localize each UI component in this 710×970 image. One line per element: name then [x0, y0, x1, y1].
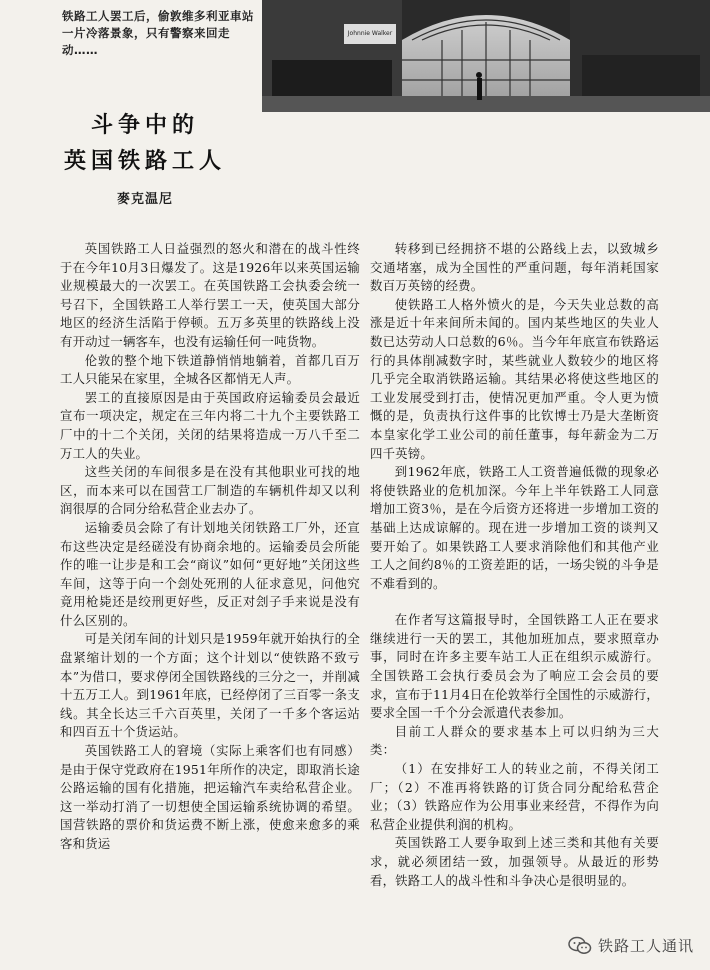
left-column: [60, 240, 360, 854]
paragraph: （1）在安排好工人的转业之前，不得关闭工厂；（2）不准再将铁路的订货合同分配给私营企业；（3）铁路应作为公用事业来经营，不得作为向私营企业提供利润的机构。: [370, 761, 659, 832]
paragraph: 这些关闭的车间很多是在没有其他职业可找的地区，而本来可以在国营工厂制造的车辆机件却又以利润很厚的合同分给私营企业去办了。: [60, 464, 360, 517]
title-line-2: 英国铁路工人: [63, 149, 226, 174]
paragraph: 罢工的直接原因是由于英国政府运输委员会最近宣布一项决定，规定在三年内将二十九个主要铁路工厂中的十二个关闭，关闭的结果将造成一万八千至二万工人的失业。: [60, 389, 360, 461]
paragraph: 英国铁路工人日益强烈的怒火和潜在的战斗性终于在今年10月3日爆发了。这是1926年以来英国运输业规模最大的一次罢工。在英国铁路工会执委会统一号召下，全国铁路工人举行罢工一天，使英国大部分地区的经济生活陷于停顿。五万多英里的铁路线上没有开动过一辆客车，也没有运输任何一吨货物。: [60, 241, 360, 349]
paragraph: 转移到已经拥挤不堪的公路线上去，以致城乡交通堵塞，成为全国性的严重问题，每年消耗国家数百万英镑的经费。: [370, 241, 659, 294]
advert-sign: Johnnie Walker: [344, 24, 396, 44]
source-watermark: [568, 935, 694, 956]
wechat-icon: [568, 936, 592, 956]
paragraph: 在作者写这篇报导时，全国铁路工人正在要求继续进行一天的罢工，其他加班加点，要求照章办事，同时在许多主要车站工人正在组织示威游行。全国铁路工会执行委员会为了响应工会会员的要求，宣布于11月4日在伦敦举行全国性的示威游行，要求全国一千个分会派遣代表参加。: [370, 612, 659, 721]
watermark-text: 铁路工人通讯: [597, 937, 694, 955]
paragraph: 目前工人群众的要求基本上可以归纳为三大类：: [370, 723, 659, 758]
paragraph: 运输委员会除了有计划地关闭铁路工厂外，还宣布这些决定是经磋没有协商余地的。运输委员会所能作的唯一让步是和工会“商议”如何“更好地”关闭这些车间，这等于向一个刽处死刑的人征求意见，问他究竟用枪毙还是绞刑更好些，反正对刽子手来说是没有什么区别的。: [60, 519, 360, 628]
title-line-1: 斗争中的: [90, 113, 199, 138]
article-author: 麥克温尼: [116, 192, 173, 207]
section-gap: [370, 593, 659, 611]
paragraph: 英国铁路工人的窘境（实际上乘客们也有同感）是由于保守党政府在1951年所作的决定，即取消长途公路运输的国有化措施，把运输汽车卖给私营企业。这一举动打消了一切想使全国运输系统协调的希望。国营铁路的票价和货运费不断上涨，使愈来愈多的乘客和货运: [60, 743, 360, 851]
paragraph: 英国铁路工人要争取到上述三类和其他有关要求，就必须团结一致，加强领导。从最近的形势看，铁路工人的战斗性和斗争决心是很明显的。: [370, 835, 659, 888]
station-photo-drawing: [262, 0, 710, 112]
right-column: [370, 240, 659, 890]
station-photo: [262, 0, 710, 112]
paragraph: 使铁路工人格外愤火的是，今天失业总数的高涨是近十年来间所未闻的。国内某些地区的失业人数已达劳动人口总数的6％。当今年年底宣布铁路运行的具体削减数字时，某些就业人数较少的地区将几乎完全取消铁路运输。其结果必将使这些地区的工业发展受到打击，使情况更加严重。令人更为愤慨的是，负责执行这件事的比钦博士乃是大垄断资本皇家化学工业公司的前任董事，每年薪金为二万四千英镑。: [370, 296, 659, 461]
photo-caption: 铁路工人罢工后，偷敦维多利亚車站一片冷落景象，只有警察来回走动……: [62, 9, 254, 57]
paragraph: 到1962年底，铁路工人工资普遍低微的现象必将使铁路业的危机加深。今年上半年铁路工人同意增加工资3％，是在今后资方还将进一步增加工资的基础上达成谅解的。现在进一步增加工资的谈判又要开始了。如果铁路工人要求消除他们和其他产业工人之间约8％的工资差距的话，一场尖锐的斗争是不难看到的。: [370, 464, 659, 591]
article-title: [40, 108, 250, 180]
paragraph: 伦敦的整个地下铁道静悄悄地躺着，首都几百万工人只能呆在家里，全城各区都悄无人声。: [60, 352, 360, 387]
paragraph: 可是关闭车间的计划只是1959年就开始执行的全盘紧缩计划的一个方面；这个计划以“使铁路不致亏本”为借口，要求停闭全国铁路线的三分之一，并削减十五万工人。到1961年底，已经停闭了三百零一条支线。其全长达三千六百英里，关闭了一千多个客运站和四百五十个货运站。: [60, 631, 360, 740]
